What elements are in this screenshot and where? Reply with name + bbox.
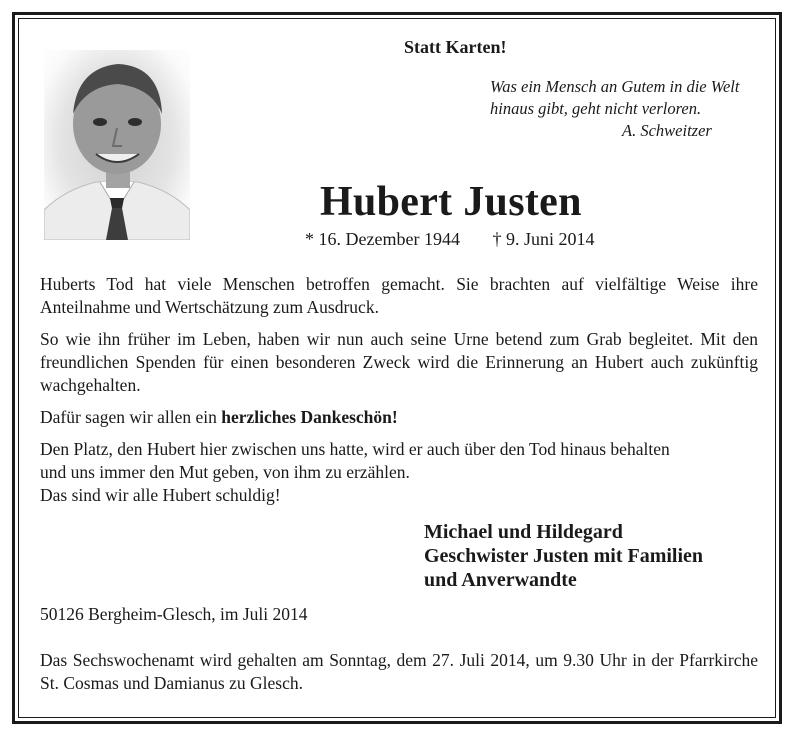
main-text	[40, 273, 758, 516]
signer-line: Michael und Hildegard	[424, 521, 623, 543]
paragraph: Huberts Tod hat viele Menschen betroffen gemacht. Sie brachten auf vielfältige Weise ihre Anteilnahme und Wertschätzung zum Ausdruck.	[40, 274, 758, 317]
quote	[490, 76, 770, 142]
mass-announcement: Das Sechswochenamt wird gehalten am Sonntag, dem 27. Juli 2014, um 9.30 Uhr in der Pfarrkirche St. Cosmas und Damianus zu Glesch.	[40, 650, 758, 693]
place-date: 50126 Bergheim-Glesch, im Juli 2014	[40, 604, 308, 624]
signer-line: und Anverwandte	[424, 569, 577, 591]
thanks-line	[40, 406, 758, 429]
header-statt-karten: Statt Karten!	[404, 37, 507, 57]
closing-line: Den Platz, den Hubert hier zwischen uns hatte, wird er auch über den Tod hinaus behalten	[40, 439, 670, 459]
paragraph: So wie ihn früher im Leben, haben wir nun auch seine Urne betend zum Grab begleitet. Mit den freundlichen Spenden für einen besonderen Zweck wird die Erinnerung an Hubert auch zukünftig wachgehalten.	[40, 329, 758, 395]
signers	[424, 520, 703, 592]
portrait-photo	[44, 50, 190, 240]
quote-line: Was ein Mensch an Gutem in die Welt	[490, 77, 740, 96]
thanks-prefix: Dafür sagen wir allen ein	[40, 407, 217, 427]
closing-line: und uns immer den Mut geben, von ihm zu erzählen.	[40, 462, 410, 482]
thanks-bold: herzliches Dankeschön!	[221, 407, 398, 427]
quote-author: A. Schweitzer	[622, 121, 712, 140]
birth-date: * 16. Dezember 1944	[305, 229, 460, 249]
death-date: † 9. Juni 2014	[492, 229, 595, 249]
life-dates	[305, 229, 594, 250]
deceased-name: Hubert Justen	[320, 179, 582, 225]
portrait-illustration	[44, 50, 190, 240]
signer-line: Geschwister Justen mit Familien	[424, 545, 704, 567]
closing-paragraph	[40, 438, 758, 507]
quote-line: hinaus gibt, geht nicht verloren.	[490, 99, 702, 118]
closing-line: Das sind wir alle Hubert schuldig!	[40, 485, 281, 505]
